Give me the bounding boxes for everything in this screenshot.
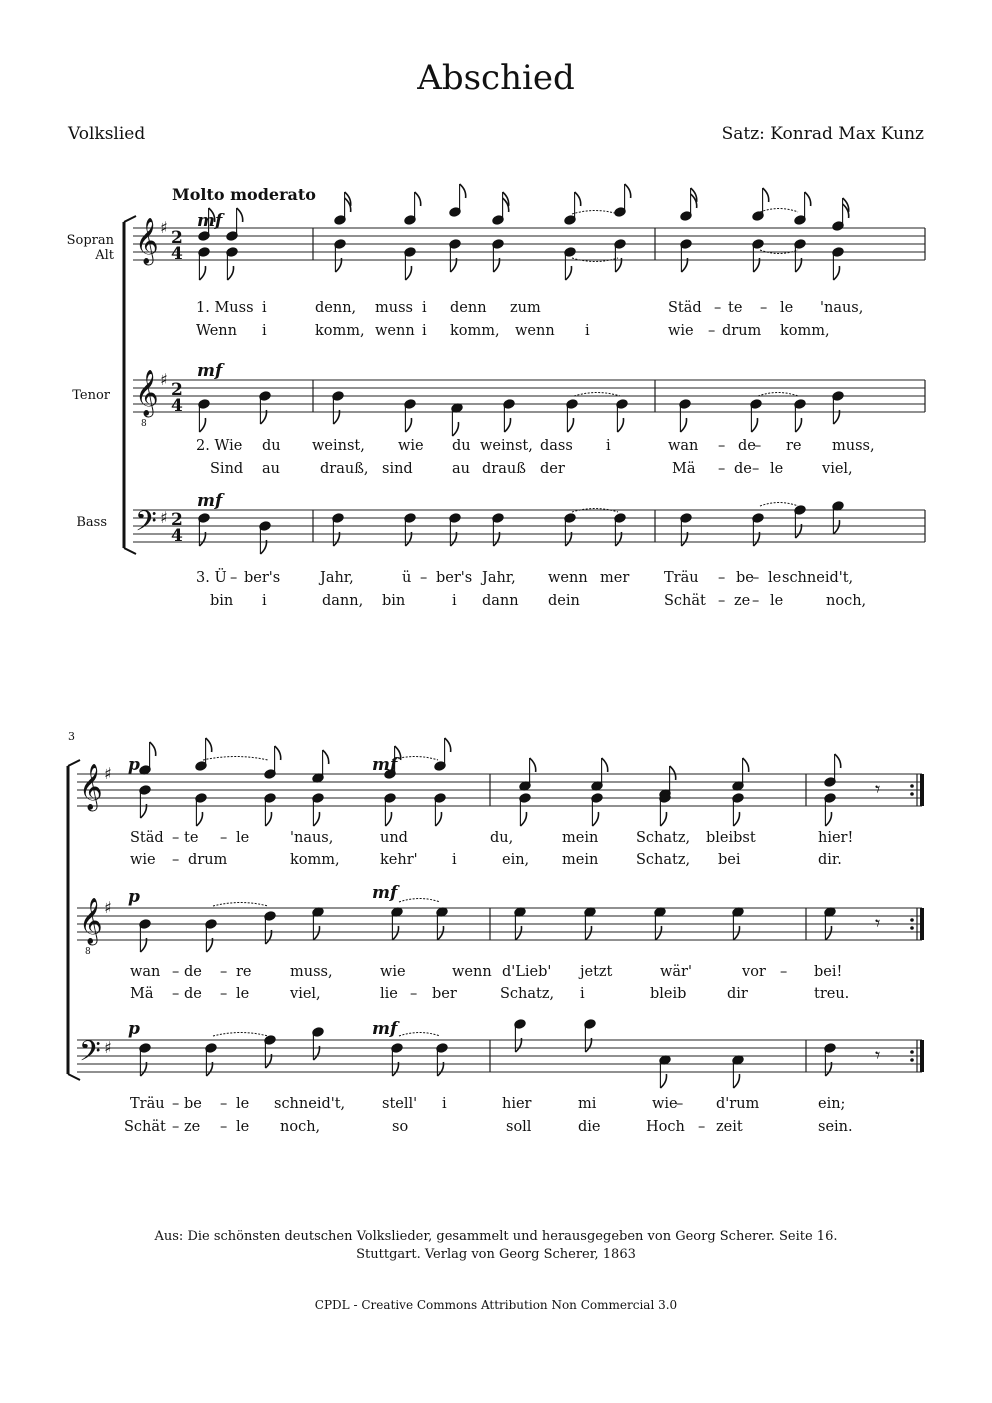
note-flag <box>227 266 233 280</box>
dynamic-mf: mf <box>197 491 223 511</box>
lyric-syllable: de <box>184 986 202 1002</box>
lyric-syllable: – <box>220 830 228 846</box>
lyric-syllable: – <box>752 461 760 477</box>
lyric-syllable: le <box>770 593 784 609</box>
note-flag <box>763 188 769 202</box>
repeat-dot <box>910 1058 914 1062</box>
lyric-syllable: muss <box>375 300 413 316</box>
lyric-syllable: denn <box>450 300 487 316</box>
lyric-syllable: bei! <box>814 964 843 980</box>
time-signature-top: 2 <box>171 228 183 248</box>
lyric-syllable: viel, <box>290 986 321 1002</box>
lyric-syllable: schneid't, <box>274 1096 346 1112</box>
lyric-syllable: le <box>236 1119 250 1135</box>
lyric-syllable: Städ <box>130 830 164 846</box>
lyric-syllable: 1. Muss <box>196 300 254 316</box>
lyric-syllable: sein. <box>818 1119 853 1135</box>
tie <box>399 899 440 903</box>
dynamic-mf: mf <box>372 755 398 775</box>
note-flag <box>585 926 591 940</box>
time-signature-bottom: 4 <box>171 244 183 264</box>
note-flag <box>833 520 839 534</box>
lyric-syllable: Hoch <box>646 1119 685 1135</box>
lyric-syllable: Schatz, <box>500 986 555 1002</box>
note-flag <box>680 418 686 432</box>
license-notice: CPDL - Creative Commons Attribution Non Commercial 3.0 <box>314 1298 678 1312</box>
lyric-syllable: – <box>698 1119 706 1135</box>
note-flag <box>392 926 398 940</box>
key-sharp-icon: ♯ <box>104 1038 112 1057</box>
tie <box>574 393 620 397</box>
note-flag <box>520 812 526 826</box>
note-flag <box>437 926 443 940</box>
lyric-syllable: – <box>172 830 180 846</box>
dynamic-p: p <box>128 887 140 907</box>
lyric-syllable: ein; <box>818 1096 846 1112</box>
lyric-syllable: – <box>752 570 760 586</box>
note-flag <box>733 812 739 826</box>
tie <box>203 757 268 761</box>
note-flag <box>275 746 281 760</box>
voice-label-tenor: Tenor <box>72 388 110 403</box>
note-flag <box>452 422 458 436</box>
measure-number: 3 <box>68 730 75 743</box>
note-flag <box>733 1074 739 1088</box>
eighth-rest-icon: 𝄾 <box>875 911 881 935</box>
lyric-syllable: – <box>752 593 760 609</box>
lyric-syllable: du <box>452 438 471 454</box>
note-flag <box>743 758 749 772</box>
key-sharp-icon: ♯ <box>104 898 112 917</box>
lyric-syllable: i <box>452 593 457 609</box>
lyric-syllable: zum <box>510 300 541 316</box>
lyric-syllable: stell' <box>382 1096 418 1112</box>
lyric-syllable: vor <box>742 964 766 980</box>
repeat-dot <box>910 1050 914 1054</box>
lyric-syllable: drauß <box>482 461 526 477</box>
dynamic-mf: mf <box>197 361 223 381</box>
lyric-syllable: kehr' <box>380 852 418 868</box>
lyric-syllable: komm, <box>290 852 340 868</box>
lyric-syllable: wenn <box>515 323 555 339</box>
note-flag <box>199 266 205 280</box>
lyric-syllable: – <box>172 964 180 980</box>
lyric-syllable: 'naus, <box>290 830 334 846</box>
lyric-syllable: – <box>676 1096 684 1112</box>
lyric-syllable: drum <box>722 323 762 339</box>
voice-label-soprano: Sopran <box>66 233 114 248</box>
source-line-2: Stuttgart. Verlag von Georg Scherer, 1863 <box>356 1247 636 1262</box>
lyric-syllable: komm, <box>780 323 830 339</box>
note-flag <box>805 192 811 206</box>
lyric-syllable: drauß, <box>320 461 369 477</box>
lyric-syllable: der <box>540 461 565 477</box>
note-flag <box>237 208 243 222</box>
lyric-syllable: wan <box>668 438 699 454</box>
lyric-syllable: d'rum <box>716 1096 760 1112</box>
bass-clef-icon: 𝄢 <box>135 505 157 545</box>
lyric-syllable: wie <box>652 1096 678 1112</box>
lyric-syllable: Schät <box>124 1119 166 1135</box>
lyric-syllable: le <box>780 300 794 316</box>
lyric-syllable: wenn <box>452 964 492 980</box>
lyric-syllable: – <box>172 852 180 868</box>
note-flag <box>323 750 329 764</box>
composer-credit: Volkslied <box>68 124 146 144</box>
note-flag <box>199 418 205 432</box>
bass-clef-icon: 𝄢 <box>79 1035 101 1075</box>
lyric-syllable: – <box>780 964 788 980</box>
repeat-dot <box>910 926 914 930</box>
lyric-syllable: weinst, <box>312 438 365 454</box>
final-barline <box>920 908 924 940</box>
tie <box>399 1033 440 1037</box>
lyric-syllable: dann, <box>322 593 364 609</box>
octave-marker: 8 <box>85 947 91 957</box>
lyric-syllable: weinst, <box>480 438 533 454</box>
lyric-syllable: bin <box>382 593 406 609</box>
dynamic-p: p <box>128 1019 140 1039</box>
lyric-syllable: noch, <box>280 1119 321 1135</box>
note-flag <box>733 926 739 940</box>
lyric-syllable: bin <box>210 593 234 609</box>
lyric-syllable: i <box>606 438 611 454</box>
key-sharp-icon: ♯ <box>160 218 168 237</box>
lyric-syllable: Mä <box>130 986 154 1002</box>
lyric-syllable: 'naus, <box>820 300 864 316</box>
tie <box>213 903 268 907</box>
lyric-syllable: i <box>262 300 267 316</box>
lyric-syllable: die <box>578 1119 601 1135</box>
note-flag <box>265 812 271 826</box>
lyric-syllable: – <box>714 300 722 316</box>
lyric-syllable: be <box>736 570 754 586</box>
lyric-syllable: lie <box>380 986 398 1002</box>
lyric-syllable: ber's <box>436 570 473 586</box>
note-flag <box>660 1074 666 1088</box>
note-flag <box>670 766 676 780</box>
lyric-syllable: i <box>442 1096 447 1112</box>
voice-label-bass: Bass <box>76 515 107 530</box>
lyric-syllable: d'Lieb' <box>502 964 552 980</box>
note-flag <box>825 926 831 940</box>
lyric-syllable: te <box>184 830 199 846</box>
lyric-syllable: wan <box>130 964 161 980</box>
lyric-syllable: Schatz, <box>636 852 691 868</box>
lyric-syllable: de <box>738 438 756 454</box>
note-flag <box>504 418 510 432</box>
lyric-syllable: – <box>718 570 726 586</box>
page-title: Abschied <box>417 58 575 98</box>
lyric-syllable: Schät <box>664 593 706 609</box>
lyric-syllable: Träu <box>664 570 699 586</box>
note-flag <box>515 926 521 940</box>
lyric-syllable: Mä <box>672 461 696 477</box>
lyric-syllable: – <box>708 323 716 339</box>
lyric-syllable: so <box>392 1119 409 1135</box>
lyric-syllable: dass <box>540 438 573 454</box>
note-flag <box>405 418 411 432</box>
lyric-syllable: komm, <box>315 323 365 339</box>
lyric-syllable: – <box>410 986 418 1002</box>
time-signature-bottom: 4 <box>171 396 183 416</box>
lyric-syllable: wie <box>380 964 406 980</box>
treble-clef-icon: 𝄞 <box>135 370 159 416</box>
lyric-syllable: Jahr, <box>482 570 516 586</box>
lyric-syllable: – <box>220 1096 228 1112</box>
lyric-syllable: wie <box>130 852 156 868</box>
lyric-syllable: i <box>422 300 427 316</box>
lyric-syllable: mein <box>562 830 599 846</box>
lyric-syllable: du <box>262 438 281 454</box>
lyric-syllable: sind <box>382 461 413 477</box>
note-flag <box>825 812 831 826</box>
lyric-syllable: Sind <box>210 461 244 477</box>
lyric-syllable: 3. Ü <box>196 570 227 586</box>
lyric-syllable: Jahr, <box>320 570 354 586</box>
note-flag <box>313 926 319 940</box>
note-flag <box>833 266 839 280</box>
lyric-syllable: Wenn <box>196 323 237 339</box>
lyric-syllable: hier <box>502 1096 532 1112</box>
lyric-syllable: – <box>220 986 228 1002</box>
treble-clef-icon: 𝄞 <box>79 898 103 944</box>
lyric-syllable: i <box>262 323 267 339</box>
lyric-syllable: viel, <box>822 461 853 477</box>
lyric-syllable: wie <box>668 323 694 339</box>
note-flag <box>460 184 466 198</box>
note-flag <box>435 812 441 826</box>
note-flag <box>415 192 421 206</box>
lyric-syllable: und <box>380 830 408 846</box>
lyric-syllable: wenn <box>375 323 415 339</box>
note-flag <box>313 812 319 826</box>
note-flag <box>567 418 573 432</box>
note-flag <box>385 812 391 826</box>
lyric-syllable: ber <box>432 986 457 1002</box>
note-flag <box>625 184 631 198</box>
final-barline <box>920 774 924 806</box>
dynamic-mf: mf <box>372 1019 398 1039</box>
lyric-syllable: – <box>220 964 228 980</box>
note-flag <box>445 738 451 752</box>
final-barline <box>920 1040 924 1072</box>
eighth-rest-icon: 𝄾 <box>875 1043 881 1067</box>
lyric-syllable: ü <box>402 570 412 586</box>
lyric-syllable: bleibst <box>706 830 756 846</box>
key-sharp-icon: ♯ <box>160 508 168 527</box>
lyric-syllable: Städ <box>668 300 702 316</box>
lyric-syllable: be <box>184 1096 202 1112</box>
lyric-syllable: le <box>236 830 250 846</box>
tie <box>760 209 798 213</box>
lyric-syllable: wie <box>398 438 424 454</box>
note-flag <box>530 758 536 772</box>
lyric-syllable: jetzt <box>580 964 613 980</box>
lyric-syllable: – <box>220 1119 228 1135</box>
tie <box>758 393 798 397</box>
lyric-syllable: dir <box>727 986 748 1002</box>
tie <box>213 1033 268 1037</box>
note-flag <box>660 812 666 826</box>
dynamic-mf: mf <box>372 883 398 903</box>
lyric-syllable: – <box>718 438 726 454</box>
lyric-syllable: bleib <box>650 986 687 1002</box>
note-flag <box>795 418 801 432</box>
lyric-syllable: hier! <box>818 830 854 846</box>
eighth-rest-icon: 𝄾 <box>875 777 881 801</box>
lyric-syllable: wenn <box>548 570 588 586</box>
arranger-credit: Satz: Konrad Max Kunz <box>721 124 924 144</box>
octave-marker: 8 <box>141 419 147 429</box>
lyric-syllable: ze <box>734 593 751 609</box>
lyric-syllable: Träu <box>130 1096 165 1112</box>
lyric-syllable: i <box>580 986 585 1002</box>
lyric-syllable: 2. Wie <box>196 438 243 454</box>
lyric-syllable: – <box>230 570 238 586</box>
dynamic-mf: mf <box>197 211 223 231</box>
lyric-syllable: re <box>786 438 802 454</box>
repeat-dot <box>910 784 914 788</box>
lyric-syllable: noch, <box>826 593 867 609</box>
note-flag <box>150 742 156 756</box>
note-flag <box>655 926 661 940</box>
treble-clef-icon: 𝄞 <box>135 218 159 264</box>
lyric-syllable: le <box>768 570 782 586</box>
tie <box>392 757 438 761</box>
lyric-syllable: – <box>172 986 180 1002</box>
lyric-syllable: te <box>728 300 743 316</box>
lyric-syllable: – <box>718 461 726 477</box>
system-brace-hook <box>124 548 136 554</box>
lyric-syllable: le <box>770 461 784 477</box>
note-flag <box>575 192 581 206</box>
lyric-syllable: re <box>236 964 252 980</box>
lyric-syllable: bei <box>718 852 741 868</box>
lyric-syllable: Schatz, <box>636 830 691 846</box>
tie <box>572 211 618 215</box>
note-flag <box>206 738 212 752</box>
lyric-syllable: muss, <box>290 964 333 980</box>
dynamic-p: p <box>128 755 140 775</box>
lyric-syllable: i <box>422 323 427 339</box>
treble-clef-icon: 𝄞 <box>79 764 103 810</box>
lyric-syllable: i <box>262 593 267 609</box>
lyric-syllable: – <box>718 593 726 609</box>
lyric-syllable: au <box>452 461 470 477</box>
note-flag <box>835 754 841 768</box>
repeat-dot <box>910 918 914 922</box>
lyric-syllable: mein <box>562 852 599 868</box>
lyric-syllable: – <box>754 438 762 454</box>
note-flag <box>196 812 202 826</box>
lyric-syllable: de <box>734 461 752 477</box>
source-citation <box>0 1228 992 1264</box>
key-sharp-icon: ♯ <box>104 764 112 783</box>
time-signature-top: 2 <box>171 380 183 400</box>
source-line-1: Aus: Die schönsten deutschen Volkslieder, gesammelt und herausgegeben von Georg Scherer. Seite 16. <box>154 1229 838 1244</box>
lyric-syllable: i <box>585 323 590 339</box>
lyric-syllable: dir. <box>818 852 842 868</box>
lyric-syllable: de <box>184 964 202 980</box>
lyric-syllable: komm, <box>450 323 500 339</box>
lyric-syllable: i <box>452 852 457 868</box>
lyric-syllable: denn, <box>315 300 357 316</box>
tie <box>760 503 798 507</box>
lyric-syllable: – <box>172 1096 180 1112</box>
lyric-syllable: dein <box>548 593 580 609</box>
lyric-syllable: ze <box>184 1119 201 1135</box>
note-flag <box>602 758 608 772</box>
lyric-syllable: au <box>262 461 280 477</box>
lyric-syllable: du, <box>490 830 514 846</box>
lyric-syllable: treu. <box>814 986 850 1002</box>
lyric-syllable: mer <box>600 570 630 586</box>
lyric-syllable: – <box>420 570 428 586</box>
lyric-syllable: muss, <box>832 438 875 454</box>
note-flag <box>592 812 598 826</box>
repeat-dot <box>910 792 914 796</box>
lyric-syllable: mi <box>578 1096 597 1112</box>
lyric-syllable: dann <box>482 593 519 609</box>
note-flag <box>565 266 571 280</box>
lyric-syllable: – <box>760 300 768 316</box>
lyric-syllable: schneid't, <box>782 570 854 586</box>
time-signature-bottom: 4 <box>171 526 183 546</box>
voice-label-alto: Alt <box>95 248 114 263</box>
lyric-syllable: ber's <box>244 570 281 586</box>
tempo-marking: Molto moderato <box>172 185 316 204</box>
note-flag <box>617 418 623 432</box>
lyric-syllable: wär' <box>660 964 692 980</box>
time-signature-top: 2 <box>171 510 183 530</box>
lyric-syllable: le <box>236 986 250 1002</box>
lyric-syllable: drum <box>188 852 228 868</box>
lyric-syllable: soll <box>506 1119 532 1135</box>
key-sharp-icon: ♯ <box>160 370 168 389</box>
lyric-syllable: le <box>236 1096 250 1112</box>
note-flag <box>405 266 411 280</box>
lyric-syllable: – <box>172 1119 180 1135</box>
note-flag <box>751 418 757 432</box>
lyric-syllable: zeit <box>716 1119 743 1135</box>
lyric-syllable: ein, <box>502 852 530 868</box>
